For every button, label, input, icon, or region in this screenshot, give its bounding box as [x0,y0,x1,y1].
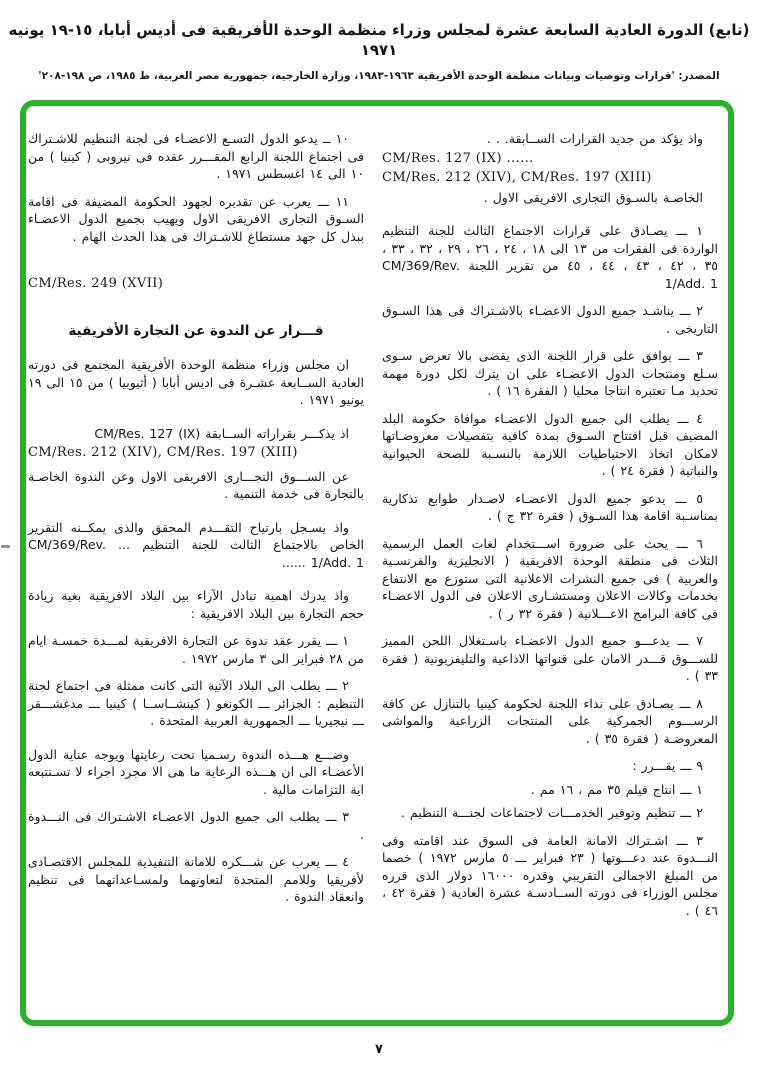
document-header [0,20,758,82]
res-ref-cm-127: CM/Res. 127 (IX) ...... [382,150,534,166]
para-council-preamble: ان مجلس وزراء منظمة الوحدة الأفريقية المجتمع فى دورته العادية الســابعة عشـرة فى اديس أبابا ( أثيوبيا ) من ١٥ الى ١٩ يونيو ١٩٧١ . [28,357,364,407]
clause-10-nine-member-states: ١٠ ــ يدعو الدول التسـع الاعضـاء فى لجنة التنظيم للاشـتراك فى اجتماع اللجنة الرابع المقـــرر عقده فى نيروبى ( كينيا ) من ١٠ الى ١٤ اغسطس ١٩٧١ . [28,131,364,181]
para-recalling-resolutions: اذ يذكـــر بقراراته الســابقة CM/Res. 127 (IX) [94,425,349,441]
para-about-fair-and-seminar: عن الســـوق التجـــارى الافريقى الاول وعن الندوة الخاصـة بالتجارة فى خدمة التنمية . [28,468,364,501]
para-reaffirm-previous-resolutions: واذ يؤكد من جديد القرارات الســابقة. . . [486,131,703,146]
clause-3-local-products: ٣ ـــ يوافق على قرار اللجنة الذى يقضى بالا تعرض سـوى سـلع ومنتجات الدول الاعضـاء على ان يترك لكل دورة مهمة تحديد مـا تعتبره انتاجا محليا ( الفقرة ١٦ ) . [382,348,718,398]
res-ref-cm-249: CM/Res. 249 (XVII) [28,276,164,291]
clause-8-kenya-customs-waiver: ٨ ـــ يصـادق على نداء اللجنة لحكومة كينيا بالتنازل عن كافة الرســـوم الجمركية على المنتجات الزراعية والمواشى المعروضـة ( فقرة ٣٥ ) . [382,695,718,746]
para-noting-progress: واذ يسـجل بارتياح التقـــدم المحقق والذى يمكــنه التقرير الخاص بالاجتماع الثالث للجنة التنظيم ... CM/369/Rev. 1/Add. 1 ...... [28,519,364,570]
clause-2-countries-represented: ٢ ـــ يطلب الى البلاد الآتية التى كانت ممثلة فى اجتماع لجنة التنظيم : الجزائر ـــ الكونغو ( كينشــاســا ) كينيا ـــ مدغشـــقر ـــ نيجيريا ـــ الجمهورية العربية المتحدة . [28,678,364,728]
clause-9-3-secretariat-participation: ٣ ـــ اشـتراك الامانة العامة فى السوق عند اقامته وفى النـــدوة عند دعـــوتها ( ٢٣ فبراير ـــ ٥ مارس ١٩٧٢ ) خصما من المبلغ الاجمالى التقريبي وقدره ١٦٠٠٠ دولار الذى قرره مجلس الوزراء فى دورته الســادسـة عشرة العادية ( فقرة ٤٢ ، ٤٦ ) . [382,832,718,918]
clause-1-approve-committee-decisions: ١ ـــ يصـادق على قرارات الاجتماع الثالث للجنة التنظيم الواردة فى الفقرات من ١٣ الى ١٨ ، ٢٤ ، ٢٦ ، ٢٩ ، ٣٢ ، ٣٣ ، ٣٥ ، ٤٢ ، ٤٣ ، ٤٤ ، ٤٥ من تقرير اللجنة CM/369/Rev. 1/Add. 1 [382,223,719,291]
para-first-african-trade-fair: الخاصـة بالسـوق التجارى الافريقى الاول . [483,189,703,205]
clause-9-1-film-production: ١ ـــ انتاج فيلم ٣٥ مم ، ١٦ مم . [530,781,703,797]
res-ref-cm-212-197: CM/Res. 212 (XIV), CM/Res. 197 (XIII) [382,170,652,185]
clause-3-all-members-participate: ٣ ـــ يطلب الى جميع الدول الاعضـاء الاشـتراك فى النـــدوة . [28,809,364,842]
column-left [28,130,364,906]
scan-speck [1,545,10,548]
para-patronage-no-obligations: وضـــع هـــذه الندوة رسـميا تحت رعايتها ويوجه عناية الدول الأعضـاء الى ان هـــذه الرعاية ما هى الا مجرد اجراء لا تسـتتبعه اية التزامات مالية . [28,746,364,797]
resolution-heading-trade-seminar: قـــرار عن الندوة عن التجارة الأفريقية [68,322,324,339]
clause-2-appeal-participation: ٢ ـــ يناشـد جميع الدول الاعضـاء بالاشـتراك فى هذا السـوق التاريخى . [382,303,718,336]
session-title: (تابع) الدورة العادية السابعة عشرة لمجلس وزراء منظمة الوحدة الأفريقية فى أديس أبابا، ١٥-١٩ يونيه ١٩٧١ [8,21,750,59]
res-ref-cm-212-197-left: CM/Res. 212 (XIV), CM/Res. 197 (XIII) [28,445,298,460]
column-right [382,130,718,919]
clause-1-seminar-dates: ١ ـــ يقرر عقد ندوة عن التجارة الافريقية لمـــدة خمسـة ايام من ٢٨ فبراير الى ٣ مارس ١٩٧٢ . [28,633,364,666]
para-aware-exchange-views: واذ يدرك اهمية تبادل الآراء بين البلاد الافريقية بغية زيادة حجم التجارة بين البلاد الافريقية : [28,588,364,621]
clause-5-commemorative-stamps: ٥ ـــ يدعو جميع الدول الاعضـاء لاصـدار طوابع تذكارية بمناسـبة اقامة هذا السـوق ( فقرة ٣٢ ج ) . [382,490,718,523]
clause-9-2-services-for-meetings: ٢ ـــ تنظيم وتوفير الخدمـــات لاجتماعات لجنـــة التنظيم . [400,805,703,820]
green-frame [20,100,734,1026]
source-citation: المصدر: 'قرارات وتوصيات وبيانات منظمة الوحدة الأفريقية ١٩٦٣-١٩٨٣، وزارة الخارجية، جمهورية مصر العربية، ط ١٩٨٥، ص ١٩٨-٢٠٨' [38,70,720,82]
clause-6-working-languages: ٦ ـــ يحث على ضرورة اســـتخدام لغات العمل الرسمية الثلاث فى منطقة الوحدة الافريقية ( الانجليزية والفرنسـية والعربية ) فى جميع النشرات الاعلانية التى ستوزع مع الانتفاع بخدمات وكالات الاعلان ومستشـارى الاعلان فى الدول الاعضـاء فى كافة البرامج الاعـــلانية ( فقرة ٣٢ ر ) . [382,535,718,621]
clause-7-signature-tune: ٧ ـــ يدعـــو جميع الدول الاعضـاء باسـتغلال اللحن المميز للســـوق قـــدر الامان على قنواتها الاذاعية والتليفزيونية ( فقرة ٣٣ ) . [382,633,718,683]
clause-4-thanks-eca-un: ٤ ـــ يعرب عن شـــكره للامانة التنفيذية للمجلس الاقتصـادى لأفريقيا وللامم المتحدة لتعاونهما ولمسـاعداتهما فى تنظيم وانعقاد الندوة . [28,854,364,904]
clause-9-decides: ٩ ـــ يقـــرر : [632,758,703,773]
page-number: ٧ [375,1042,383,1057]
clause-11-appreciation-host-government: ١١ ـــ يعرب عن تقديره لجهود الحكومة المضيفة فى اقامة السـوق التجارى الافريقى الاول ويهيب بجميع الدول الاعضـاء ببذل كل جهد مستطاع للاشـتراك فى هذا الحدث الهام . [28,193,364,244]
clause-4-host-country-details: ٤ ـــ يطلب الى جميع الدول الاعضـاء موافاة حكومة البلد المضيف قبل افتتاح السـوق بمدة كافية بتفصيلات معروضـاتها لامكان اتخاذ الاحتياطيات اللازمة بالنسـبة للصحة الحيوانية والنباتية ( فقرة ٢٤ ) . [382,410,718,478]
